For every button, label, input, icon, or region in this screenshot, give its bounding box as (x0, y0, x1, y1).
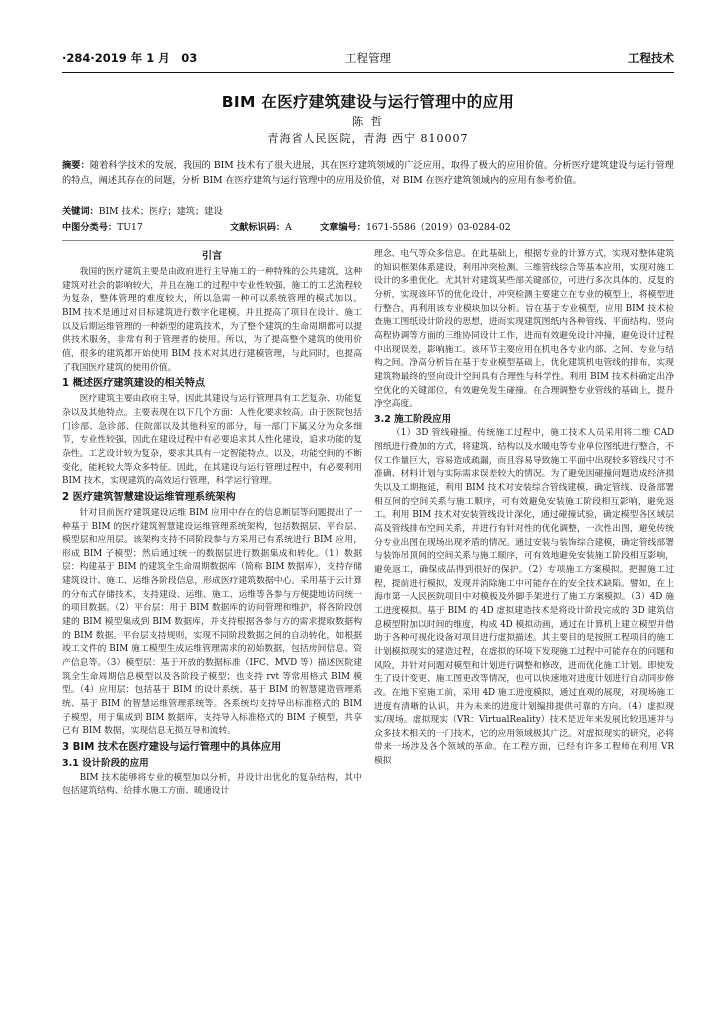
paragraph-section-3-1-continued: 理念、电气等众多信息。在此基础上，根据专业的计算方式，实现对整体建筑的知识框架体系建设，利用冲突检测、三维管线综合等基本应用，实现对施工设计的多重优化。尤其针对建筑某些部关键部位，可进行多次具体的、反复的分析，实现该环节的优化设计，冲突检测主要建立在专业的模型上，将模型进行整合，再利用该专业模块加以分析。旨在基于专业模型，应用 BIM 技术检查施工图纸设计阶段的思想，进而实现建筑图纸内各种管线、平面结构、竖向高程协调等方面的三维协同设计工作，进而有效避免设计冲撞，避免设计过程中出现误差，影响施工。该环节主要应用在机电各专业内部、之间、专业与结构之间。净高分析旨在基于专业模型基础上，优化建筑机电管线的排布，实现建筑物最终的竖向设计空间具有合理性与科学性。利用 BIM 技术科确定出净空优化的关键部位，有效避免发生碰撞。在合理调整专业管线的基础上，提升净空高度。 (374, 249, 674, 410)
paragraph-section-3-1: BIM 技术能够将专业的模型加以分析，并设计出优化的复杂结构，其中包括建筑结构、给排水施工方面、暖通设计 (62, 772, 362, 797)
section-name: 工程管理 (345, 51, 391, 65)
front-matter-divider (62, 240, 674, 241)
abstract-label: 摘要： (62, 160, 90, 171)
article-number-label: 文章编号： (320, 222, 366, 233)
author-name: 陈 哲 (352, 115, 384, 128)
journal-column-name: 工程技术 (628, 51, 674, 65)
abstract-text: 随着科学技术的发展，我国的 BIM 技术有了很大进展，其在医疗建筑领域的广泛应用，取得了极大的应用价值。分析医疗建筑建设与运行管理的特点，阐述其存在的问题，分析 BIM 在医疗建筑与运行管理中的应用及价值，对 BIM 在医疗建筑领域内的应用有参考价值。 (62, 160, 674, 186)
heading-section-3: 3 BIM 技术在医疗建设与运行管理中的具体应用 (62, 742, 282, 753)
issue-info: ·284·2019 年 1 月 03 (62, 51, 198, 65)
right-column (374, 248, 674, 769)
doc-code-value: A (285, 222, 292, 233)
keywords (62, 205, 674, 220)
article-number-value: 1671-5586（2019）03-0284-02 (365, 222, 511, 233)
doc-code-label: 文献标识码： (230, 222, 286, 233)
heading-section-1: 1 概述医疗建筑建设的相关特点 (62, 378, 206, 390)
paragraph-section-2: 针对目前医疗建筑建设运维 BIM 应用中存在的信息断层等问题提出了一种基于 BIM 的医疗建筑智慧建设运维管理系统架构，包括数据层、平台层、模型层和应用层。该架构支持不同阶段参与方采用已有系统进行 BIM 应用，形成 BIM 子模型；然后通过统一的数据层进行数据集成和转化。（1）数据层：构建基于 BIM 的建筑全生命周期数据库（简称 BIM 数据库），支持存储建筑设计、施工、运维各阶段信息，形成医疗建筑数据中心。采用基于云计算的分布式存储技术，支持建设、运维、施工、运维等各参与方便捷地访问统一的项目数据。（2）平台层：用于 BIM 数据库的访问管理和维护，将各阶段创建的 BIM 模型集成到 BIM 数据库，并支持根据各参与方的需求提取数据构的 BIM 数据。平台层支持规则，实现不同阶段数据之间的自动转化，如根据竣工文件的 BIM 施工模型生成运维管理需求的初始数据，包括房间信息、资产信息等。（3）模型层：基于开放的数据标准（IFC、MVD 等）描述医院建筑全生命周期信息模型以及各阶段子模型；也支持 rvt 等常用格式 BIM 模型。（4）应用层：包括基于 BIM 的设计系统、基于 BIM 的智慧建造管理系统、基于 BIM 的智慧运维管理系统等。各系统均支持导出标准格式的 BIM 子模型，用于集成到 BIM 数据库，支持导入标准格式的 BIM 子模型，共享已有 BIM 数据，实现信息无损互导和流转。 (62, 507, 362, 737)
clc-value: TU17 (117, 222, 143, 233)
header-rule (62, 72, 674, 73)
running-header (62, 50, 674, 70)
article-title: BIM 在医疗建筑建设与运行管理中的应用 (221, 93, 515, 111)
clc-number (62, 221, 143, 236)
heading-section-3-1: 3.1 设计阶段的应用 (62, 758, 149, 769)
document-code (230, 221, 292, 236)
author-affiliation: 青海省人民医院，青海 西宁 810007 (267, 132, 469, 145)
heading-section-3-2: 3.2 施工阶段应用 (374, 413, 452, 425)
left-column (62, 248, 362, 799)
paragraph-section-1: 医疗建筑主要由政府主导，因此其建设与运行管理具有工艺复杂、功能复杂以及其他特点。主要表现在以下几个方面：人性化要求较高。由于医院包括门诊部、急诊部、住院部以及其他科室的部分，每一部门下属又分为众多细节，专业性较强，因此在建设过程中有必要追求其人性化建设，追求功能的复杂性。工艺设计较为复杂，要求其具有一定智能特点。以及，功能空间的不断变化，能耗较大等众多特征。因此，在其建设与运行管理过程中，有必要利用 BIM 技术，实现建筑的高效运行管理，科学运行管理。 (62, 394, 362, 487)
article-number (320, 221, 511, 236)
keywords-label: 关键词： (62, 206, 99, 217)
keywords-text: BIM 技术；医疗；建筑；建设 (98, 206, 223, 217)
heading-introduction: 引言 (201, 251, 223, 262)
clc-label: 中图分类号： (62, 222, 118, 233)
paragraph-section-3-2: （1）3D 管线碰撞。传统施工过程中，施工技术人员采用将二维 CAD 图纸进行叠加的方式，将建筑、结构以及水暖电等专业单位图纸进行整合，不仅工作量巨大，容易造成疏漏，而且容易导致施工平面中出现较多管线尺寸不准确、材料计划与实际需求误差较大的情况。为了避免因碰撞问题造成经济损失以及工期拖延，利用 BIM 技术对安装综合管线建模，确定管线、设备部署相互间的空间关系与施工顺序，可有效避免安装施工阶段相互影响，避免返工。利用 BIM 技术对安装管线设计深化，通过碰撞试验，确定模型各区域层高及管线排布空间关系，并进行有针对性的优化调整，一次性出图，避免传统分专业出图在现场出现矛盾的情况。通过安装与装饰综合建模，确定管线部署与装饰吊顶间的空间关系与施工顺序，可有效地避免安装施工阶段相互影响，避免返工，确保成品得到很好的保护。（2）专项施工方案模拟。把握施工过程，提前进行模拟，发现并消除施工中可能存在的安全技术缺陷。譬如，在上海市第一人民医院项目中对模板及外脚手架进行了施工方案模拟。（3）4D 施工进度模拟。基于 BIM 的 4D 虚拟建造技术是将设计阶段完成的 3D 建筑信息模型附加以时间的维度，构成 4D 模拟动画，通过在计算机上建立模型并借助于各种可视化设备对项目进行虚拟描述。其主要目的是按照工程项目的施工计划模拟现实的建造过程，在虚拟的环境下发现施工过程中可能存在的问题和风险，并针对问题对模型和计划进行调整和修改，进而优化施工计划。即使发生了设计变更、施工图更改等情况，也可以快速地对进度计划进行自动同步修改。在地下室施工前，采用 4D 施工进度模拟，通过直观的展现，对现场施工进度有清晰的认识，并为未来的进度计划编排提供可靠的方向。（4）虚拟现实/现场。虚拟现实（VR：VirtualReality）技术是近年来发展比较迅速并与众多技术相关的一门技术，它的应用领域极其广泛。对虚拟现实的研究，必将带来一场涉及各个领域的革命。在工程方面，已经有许多工程师在利用 VR 模拟 (374, 428, 674, 767)
abstract (62, 159, 674, 188)
paragraph-introduction: 我国的医疗建筑主要是由政府进行主导施工的一种特殊的公共建筑，这种建筑对社会的影响较大，并且在施工的过程中专业性较强，施工的工艺流程较为复杂，整体管理的难度较大，所以急需一种可以系统管理的模式加以。BIM 技术是通过对目标建筑进行数字化建模，并且提高了项目在设计、施工以及后期运维管理的一种新型的建筑技术，为了整个建筑的生命周期都可以提供技术服务，非常有利于管理者的使用。所以，为了提高整个建筑的使用价值，很多的建筑都开始使用 BIM 技术对其进行建模管理，与此同时，也提高了我国医疗建筑的使用价值。 (62, 267, 362, 373)
heading-section-2: 2 医疗建筑智慧建设运维管理系统架构 (62, 491, 236, 503)
